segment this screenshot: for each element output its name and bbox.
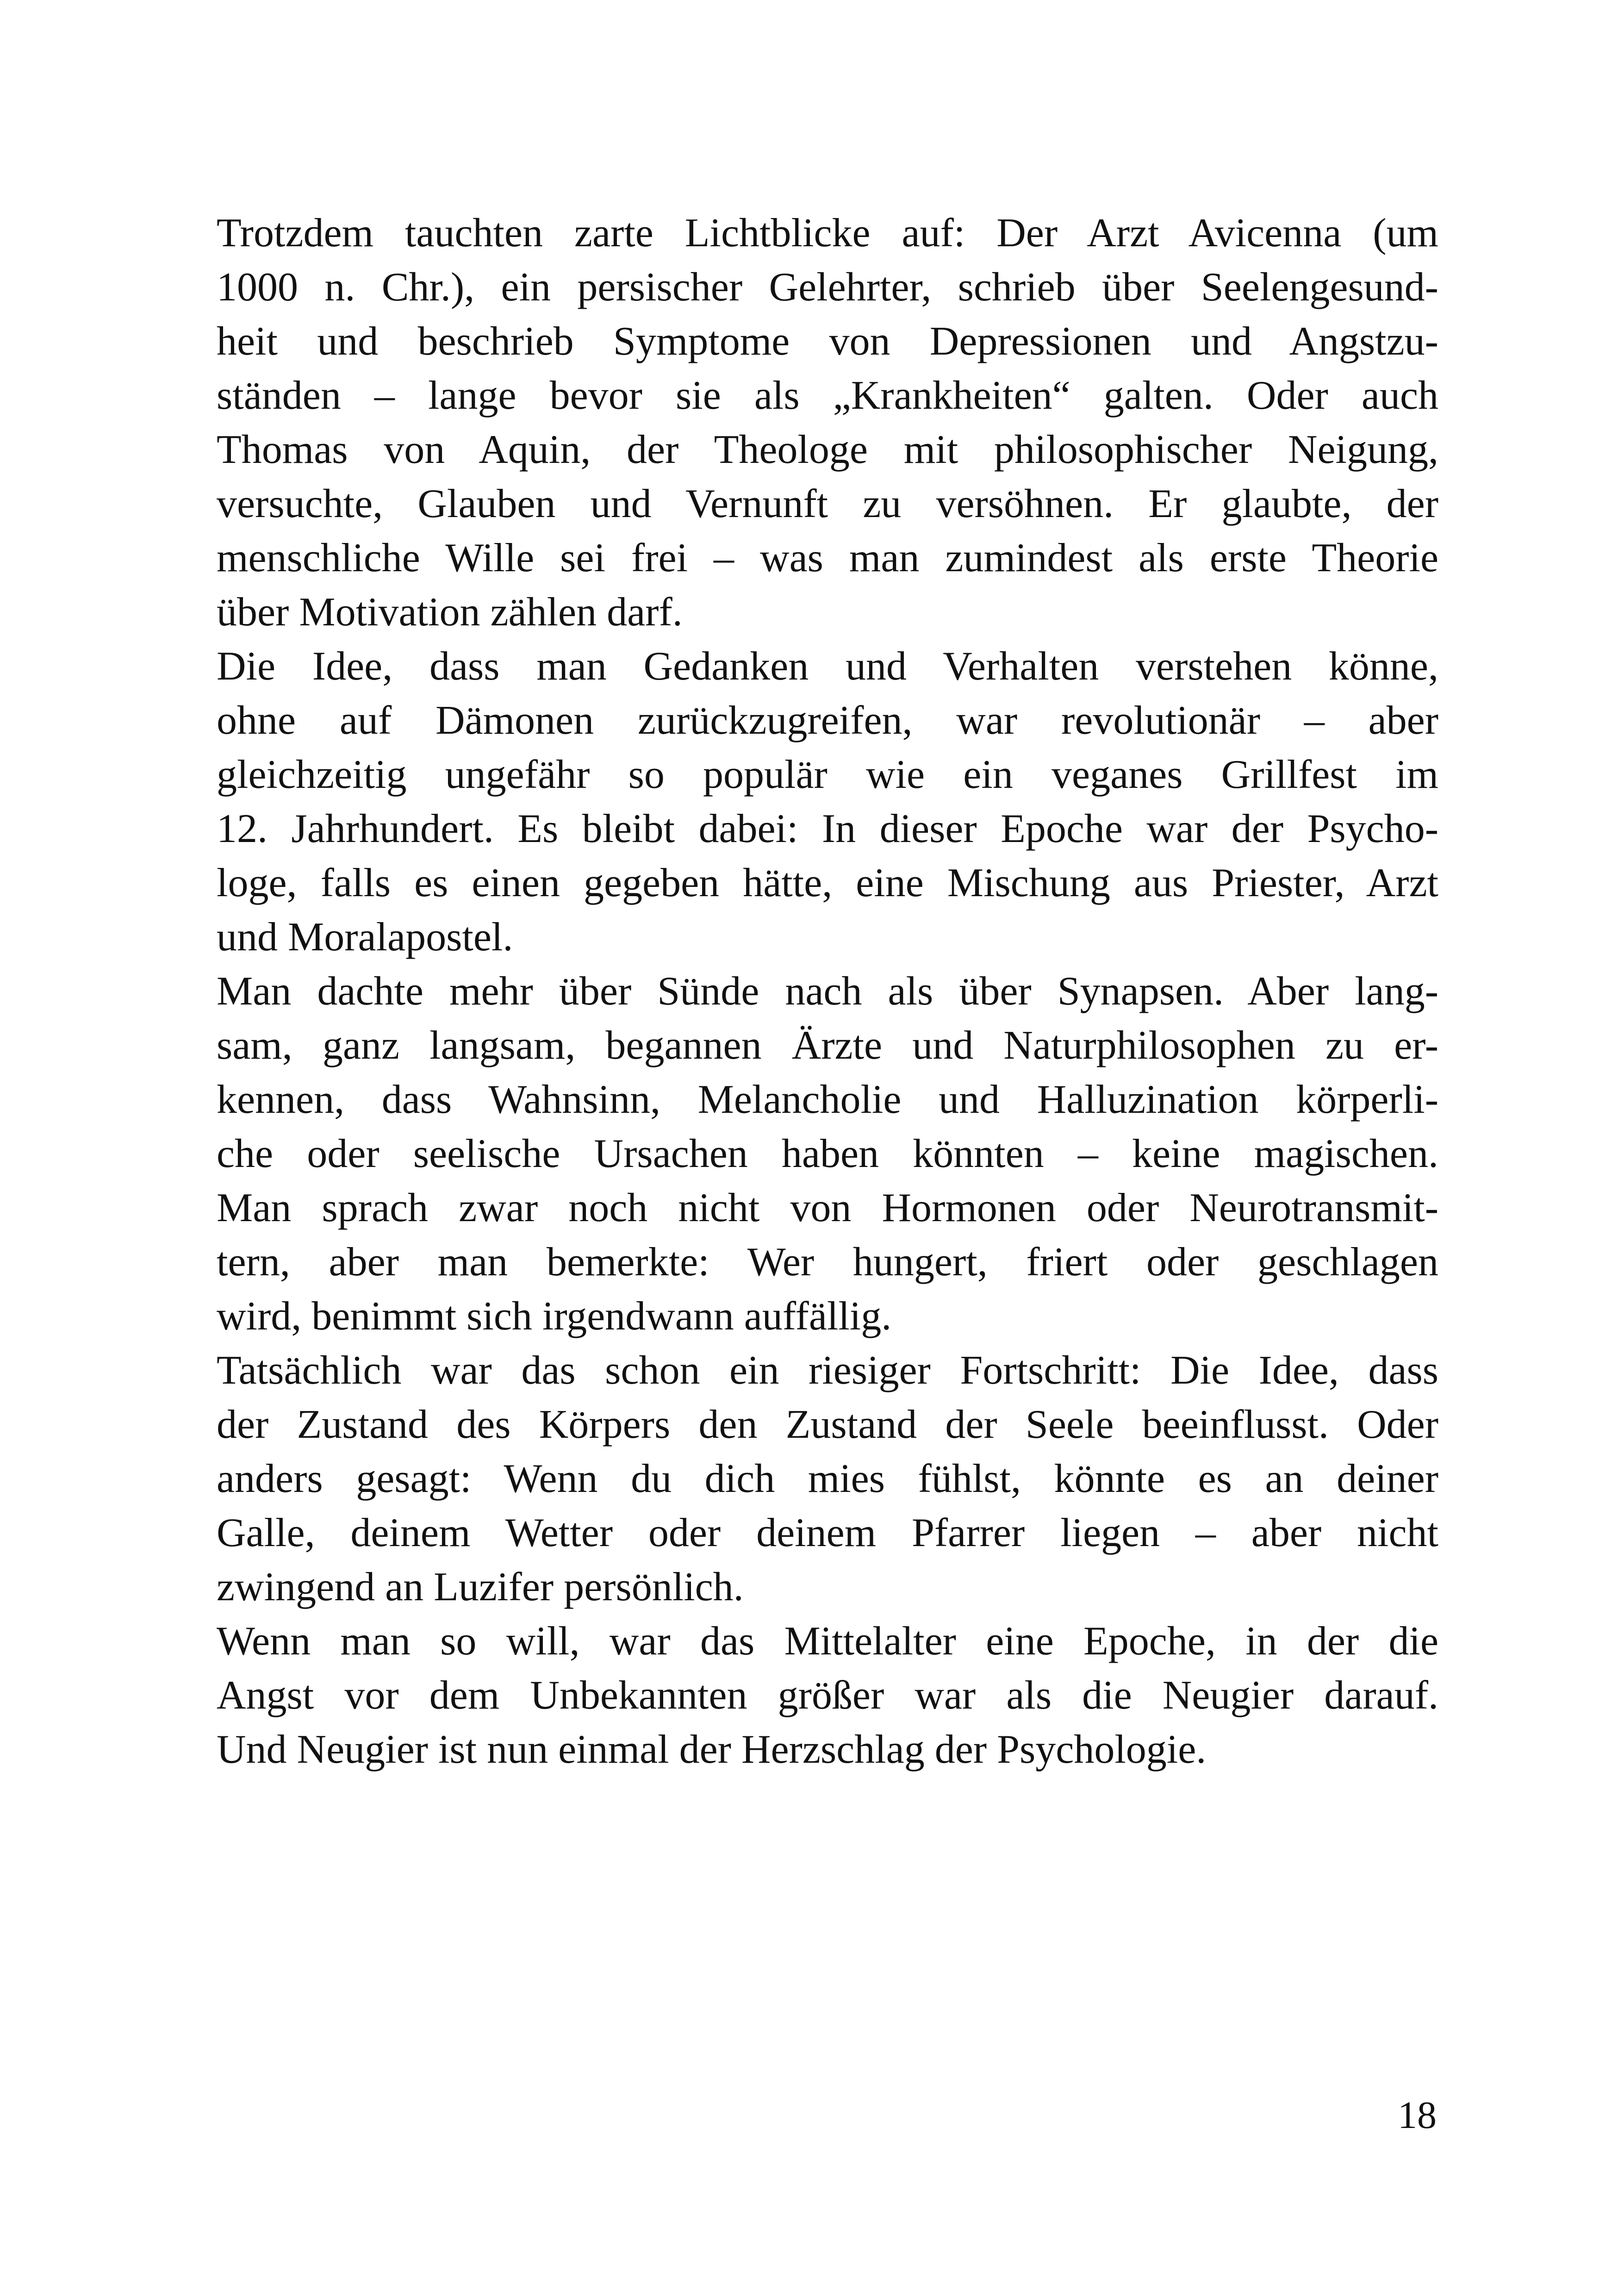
text-line: Die Idee, dass man Gedanken und Verhalten verstehen könne,: [217, 644, 1438, 689]
text-line: che oder seelische Ursachen haben könnten – keine magischen.: [217, 1131, 1438, 1176]
paragraph-5: [217, 1614, 1438, 1777]
text-line: tern, aber man bemerkte: Wer hungert, friert oder geschlagen: [217, 1240, 1438, 1285]
text-line: Und Neugier ist nun einmal der Herzschlag der Psychologie.: [217, 1727, 1207, 1772]
paragraph-4: [217, 1343, 1438, 1614]
text-line: über Motivation zählen darf.: [217, 590, 683, 635]
text-line: wird, benimmt sich irgendwann auffällig.: [217, 1294, 892, 1339]
text-line: Man dachte mehr über Sünde nach als über Synapsen. Aber lang-: [217, 969, 1438, 1014]
text-line: ohne auf Dämonen zurückzugreifen, war revolutionär – aber: [217, 698, 1438, 743]
paragraph-1: [217, 206, 1438, 639]
text-line: ständen – lange bevor sie als „Krankheiten“ galten. Oder auch: [217, 373, 1438, 418]
text-line: Trotzdem tauchten zarte Lichtblicke auf: Der Arzt Avicenna (um: [217, 211, 1438, 256]
text-line: Thomas von Aquin, der Theologe mit philosophischer Neigung,: [217, 427, 1438, 472]
paragraph-3: [217, 964, 1438, 1343]
text-line: zwingend an Luzifer persönlich.: [217, 1565, 744, 1610]
text-line: versuchte, Glauben und Vernunft zu versöhnen. Er glaubte, der: [217, 481, 1438, 526]
text-line: Angst vor dem Unbekannten größer war als die Neugier darauf.: [217, 1673, 1438, 1718]
page-number: 18: [1398, 2094, 1437, 2137]
text-line: Wenn man so will, war das Mittelalter eine Epoche, in der die: [217, 1619, 1438, 1664]
text-line: menschliche Wille sei frei – was man zumindest als erste Theorie: [217, 536, 1438, 580]
text-line: Tatsächlich war das schon ein riesiger Fortschritt: Die Idee, dass: [217, 1348, 1438, 1393]
text-line: gleichzeitig ungefähr so populär wie ein veganes Grillfest im: [217, 752, 1438, 797]
body-text: [217, 206, 1438, 1777]
text-line: und Moralapostel.: [217, 915, 513, 960]
text-line: sam, ganz langsam, begannen Ärzte und Naturphilosophen zu er-: [217, 1023, 1438, 1068]
paragraph-2: [217, 639, 1438, 964]
text-line: Galle, deinem Wetter oder deinem Pfarrer liegen – aber nicht: [217, 1510, 1438, 1555]
text-line: loge, falls es einen gegeben hätte, eine Mischung aus Priester, Arzt: [217, 861, 1438, 905]
text-line: kennen, dass Wahnsinn, Melancholie und Halluzination körperli-: [217, 1077, 1438, 1122]
text-line: Man sprach zwar noch nicht von Hormonen oder Neurotransmit-: [217, 1185, 1438, 1230]
text-line: heit und beschrieb Symptome von Depressionen und Angstzu-: [217, 319, 1438, 364]
text-line: anders gesagt: Wenn du dich mies fühlst, könnte es an deiner: [217, 1456, 1438, 1501]
text-line: der Zustand des Körpers den Zustand der Seele beeinflusst. Oder: [217, 1402, 1438, 1447]
text-line: 12. Jahrhundert. Es bleibt dabei: In dieser Epoche war der Psycho-: [217, 806, 1438, 851]
text-line: 1000 n. Chr.), ein persischer Gelehrter, schrieb über Seelengesund-: [217, 265, 1438, 310]
